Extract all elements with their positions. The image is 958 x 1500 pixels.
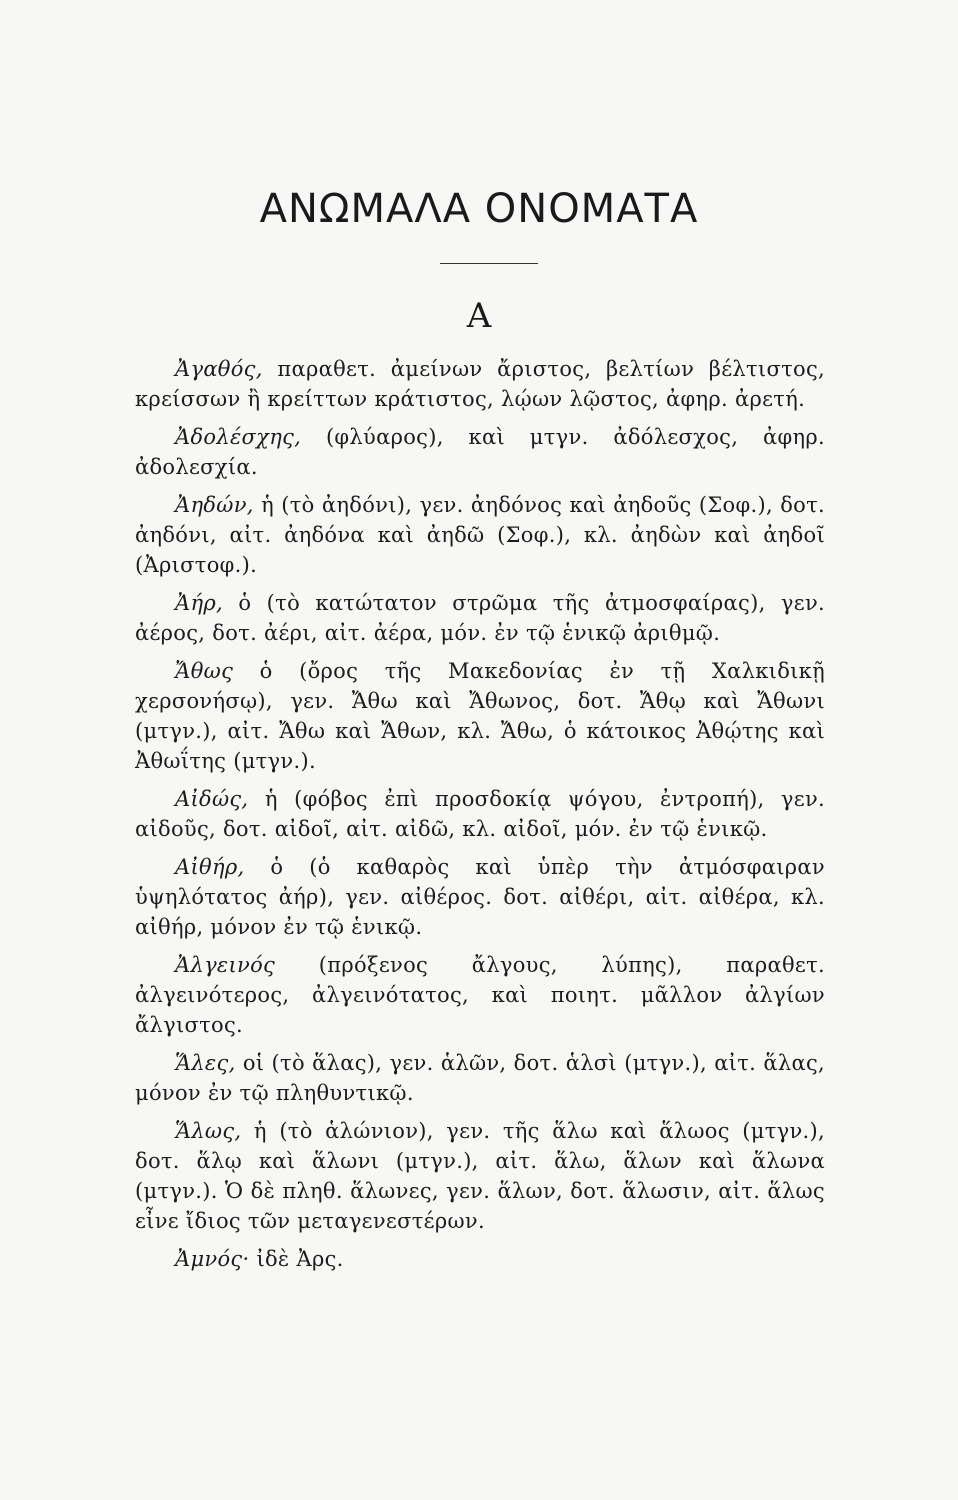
dictionary-entry	[135, 950, 825, 1040]
entry-text: ἰδὲ Ἀρς.	[256, 1247, 344, 1271]
page-title: ΑΝΩΜΑΛΑ ΟΝΟΜΑΤΑ	[259, 186, 699, 232]
title-rule	[440, 263, 538, 264]
entry-headword: Ἀηδών,	[175, 493, 254, 517]
dictionary-entry	[135, 1244, 825, 1274]
dictionary-entry	[135, 490, 825, 580]
entry-text: ἡ (τὸ ἀηδόνι), γεν. ἀηδόνος καὶ ἀηδοῦς (Σοφ.), δοτ. ἀηδόνι, αἰτ. ἀηδόνα καὶ ἀηδῶ (Σοφ.), κλ. ἀηδὼν καὶ ἀηδοῖ (Ἀριστοφ.).	[135, 493, 825, 577]
dictionary-entry	[135, 852, 825, 942]
entry-text: παραθετ. ἀμείνων ἄριστος, βελτίων βέλτιστος, κρείσσων ἢ κρείττων κράτιστος, λῴων λῷστος, ἀφηρ. ἀρετή.	[135, 357, 825, 411]
dictionary-entry	[135, 354, 825, 414]
entry-headword: Αἰδώς,	[175, 787, 249, 811]
dictionary-entries	[135, 354, 825, 1282]
entry-text: ὁ (ὁ καθαρὸς καὶ ὑπὲρ τὴν ἀτμόσφαιραν ὑψηλότατος ἀήρ), γεν. αἰθέρος. δοτ. αἰθέρι, αἰτ. αἰθέρα, κλ. αἰθήρ, μόνον ἐν τῷ ἑνικῷ.	[135, 855, 825, 939]
entry-headword: Ἀήρ,	[175, 591, 223, 615]
entry-text: (πρόξενος ἄλγους, λύπης), παραθετ. ἀλγεινότερος, ἀλγεινότατος, καὶ ποιητ. μᾶλλον ἀλγίων ἄλγιστος.	[135, 953, 825, 1037]
dictionary-entry	[135, 784, 825, 844]
entry-headword: Ἀγαθός,	[175, 357, 263, 381]
entry-text: ὁ (τὸ κατώτατον στρῶμα τῆς ἀτμοσφαίρας), γεν. ἀέρος, δοτ. ἀέρι, αἰτ. ἀέρα, μόν. ἐν τῷ ἑνικῷ ἀριθμῷ.	[135, 591, 825, 645]
section-letter: Α	[466, 296, 492, 336]
entry-text: ἡ (τὸ ἁλώνιον), γεν. τῆς ἅλω καὶ ἅλωος (μτγν.), δοτ. ἅλῳ καὶ ἅλωνι (μτγν.), αἰτ. ἅλω, ἅλων καὶ ἅλωνα (μτγν.). Ὁ δὲ πληθ. ἅλωνες, γεν. ἅλων, δοτ. ἅλωσιν, αἰτ. ἅλως εἶνε ἴδιος τῶν μεταγενεστέρων.	[135, 1119, 825, 1233]
entry-text: οἱ (τὸ ἅλας), γεν. ἁλῶν, δοτ. ἁλσὶ (μτγν.), αἰτ. ἅλας, μόνον ἐν τῷ πληθυντικῷ.	[135, 1051, 825, 1105]
entry-text: ἡ (φόβος ἐπὶ προσδοκίᾳ ψόγου, ἐντροπή), γεν. αἰδοῦς, δοτ. αἰδοῖ, αἰτ. αἰδῶ, κλ. αἰδοῖ, μόν. ἐν τῷ ἑνικῷ.	[135, 787, 826, 841]
dictionary-entry	[135, 422, 825, 482]
dictionary-entry	[135, 1116, 825, 1236]
entry-headword: Αἰθήρ,	[175, 855, 245, 879]
entry-text: ὁ (ὄρος τῆς Μακεδονίας ἐν τῇ Χαλκιδικῇ χερσονήσῳ), γεν. Ἄθω καὶ Ἄθωνος, δοτ. Ἄθῳ καὶ Ἄθωνι (μτγν.), αἰτ. Ἄθω καὶ Ἄθων, κλ. Ἄθω, ὁ κάτοικος Ἀθῴτης καὶ Ἀθωΐτης (μτγν.).	[135, 659, 825, 773]
dictionary-entry	[135, 588, 825, 648]
entry-headword: Ἀλγεινός	[175, 953, 276, 977]
entry-headword: Ἄθως	[175, 659, 234, 683]
dictionary-entry	[135, 656, 825, 776]
entry-headword: Ἅλως,	[175, 1119, 242, 1143]
entry-text: (φλύαρος), καὶ μτγν. ἀδόλεσχος, ἀφηρ. ἀδολεσχία.	[135, 425, 825, 479]
entry-headword: Ἅλες,	[175, 1051, 236, 1075]
entry-headword: Ἀμνός·	[175, 1247, 250, 1271]
entry-headword: Ἀδολέσχης,	[175, 425, 302, 449]
dictionary-entry	[135, 1048, 825, 1108]
